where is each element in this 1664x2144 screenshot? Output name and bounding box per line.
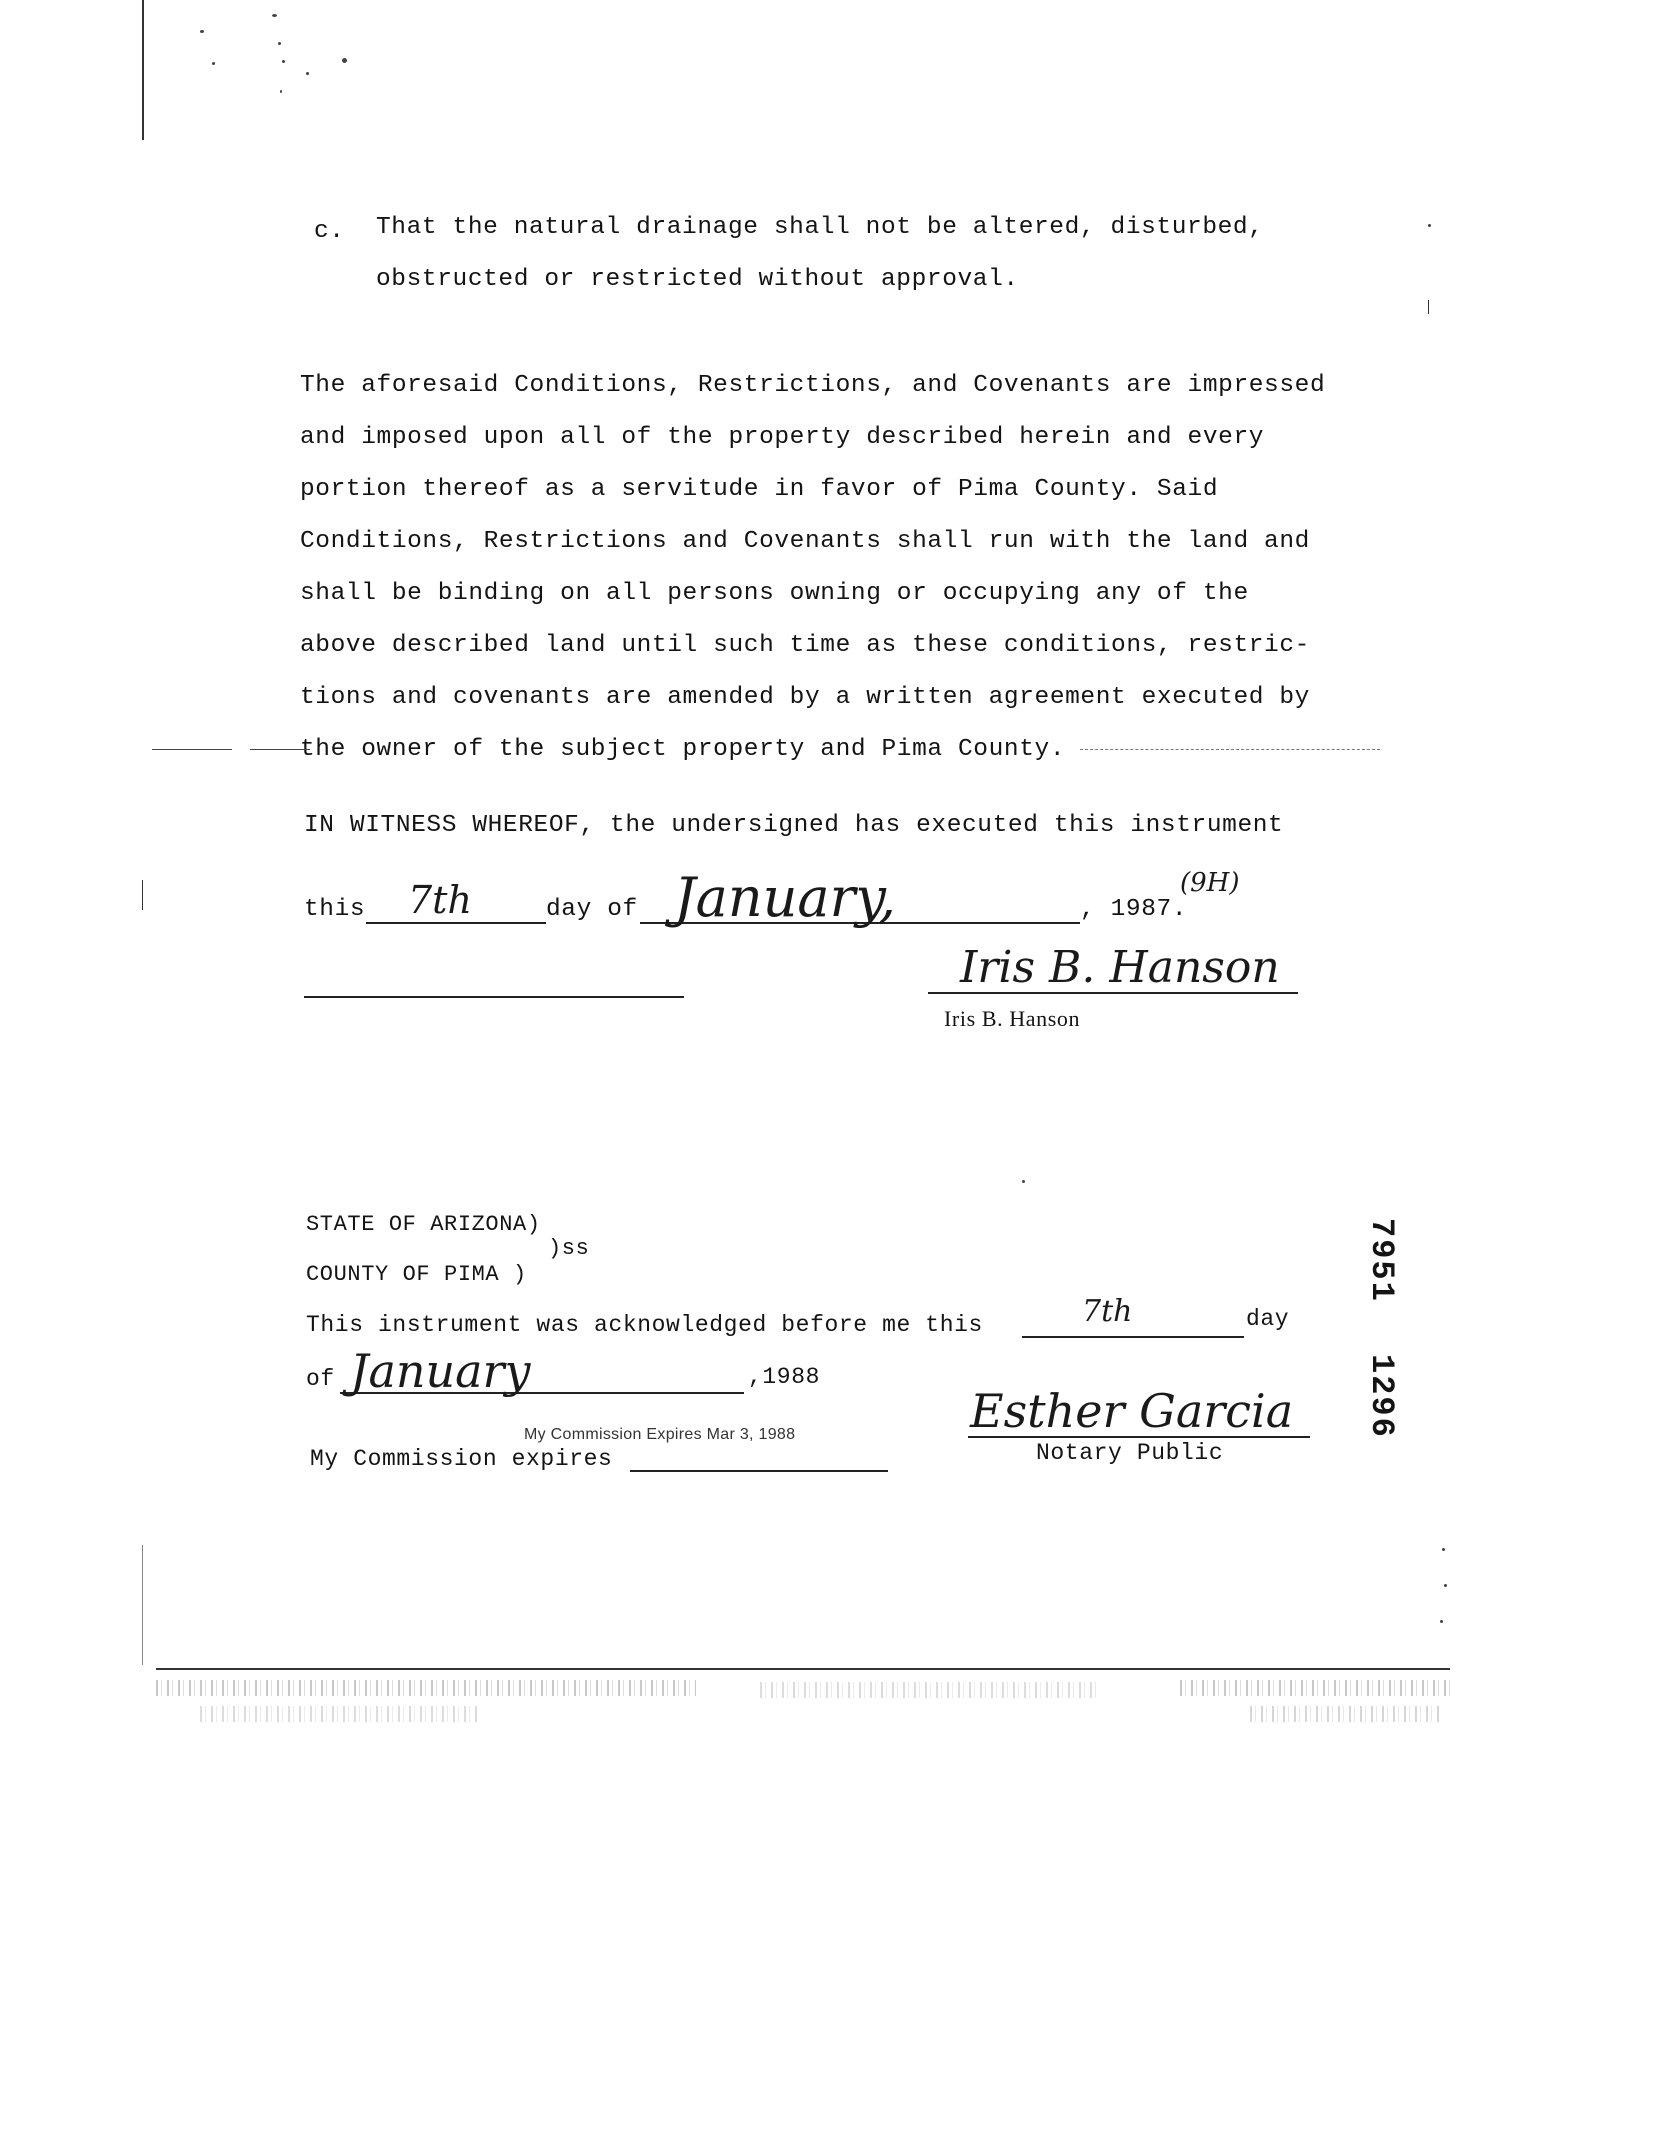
ack-day-handwritten: 7th: [1082, 1294, 1133, 1329]
scan-speck: [1442, 1548, 1445, 1551]
scan-edge-line: [142, 0, 144, 140]
scan-noise: [1250, 1706, 1440, 1722]
scan-speck: [342, 58, 347, 63]
scan-noise: [760, 1682, 1100, 1698]
day-of-label: day of: [546, 896, 638, 923]
scan-speck: [1022, 1180, 1025, 1183]
day-handwritten: 7th: [408, 878, 472, 922]
witness-line: IN WITNESS WHEREOF, the undersigned has executed this instrument: [304, 812, 1284, 839]
scan-noise: [1180, 1680, 1450, 1696]
ack-day-label: day: [1246, 1306, 1290, 1332]
scan-speck: [278, 42, 281, 45]
paragraph-line: the owner of the subject property and Pima County.: [300, 736, 1066, 763]
paragraph-line: Conditions, Restrictions and Covenants shall run with the land and: [300, 528, 1310, 555]
day-blank: [366, 922, 546, 924]
notary-signature: Esther Garcia: [970, 1384, 1294, 1438]
paragraph-line: shall be binding on all persons owning or occupying any of the: [300, 580, 1249, 607]
year-text: , 1987.: [1080, 896, 1188, 923]
paragraph-line: tions and covenants are amended by a written agreement executed by: [300, 684, 1310, 711]
clause-label: c.: [314, 218, 345, 245]
page-number: 1296: [1363, 1354, 1400, 1439]
scan-speck: [1444, 1584, 1447, 1587]
acknowledgment-text: This instrument was acknowledged before me this: [306, 1312, 983, 1338]
commission-blank: [630, 1470, 888, 1472]
signer-signature: Iris B. Hanson: [960, 942, 1280, 993]
scan-bottom-edge: [156, 1668, 1450, 1670]
ack-year-text: ,1988: [748, 1364, 821, 1390]
clause-line: That the natural drainage shall not be altered, disturbed,: [376, 214, 1264, 241]
docket-number: 7951: [1363, 1218, 1400, 1303]
witness-this-label: this: [304, 896, 366, 923]
ack-of-label: of: [306, 1366, 335, 1392]
scan-artifact-line: [152, 749, 232, 750]
signer-name: Iris B. Hanson: [944, 1006, 1081, 1031]
scan-noise: [156, 1680, 696, 1696]
paragraph-line: portion thereof as a servitude in favor of Pima County. Said: [300, 476, 1219, 503]
signature-blank-left: [304, 996, 684, 998]
scan-edge-mark: [142, 880, 143, 910]
scan-noise: [200, 1706, 480, 1722]
scan-speck: [1428, 224, 1431, 227]
ss-label: )ss: [548, 1236, 590, 1261]
commission-stamp: My Commission Expires Mar 3, 1988: [524, 1426, 796, 1443]
paragraph-line: and imposed upon all of the property described herein and every: [300, 424, 1265, 451]
scan-speck: [200, 30, 204, 33]
scan-speck: [306, 72, 309, 75]
state-label: STATE OF ARIZONA): [306, 1212, 541, 1237]
notary-title: Notary Public: [1036, 1440, 1224, 1466]
ack-day-blank: [1022, 1336, 1244, 1338]
scan-speck: [280, 90, 282, 93]
clause-line: obstructed or restricted without approval.: [376, 266, 1019, 293]
scan-speck: [282, 60, 285, 63]
scan-speck: [212, 62, 215, 65]
scan-artifact-line: [1080, 749, 1380, 750]
scan-speck: [1440, 1620, 1443, 1623]
paragraph-line: above described land until such time as these conditions, restric-: [300, 632, 1310, 659]
commission-label: My Commission expires: [310, 1446, 613, 1472]
ack-month-handwritten: January: [350, 1344, 531, 1398]
scan-edge-mark: [1428, 300, 1429, 314]
month-handwritten: January,: [674, 866, 896, 929]
paragraph-line: The aforesaid Conditions, Restrictions, and Covenants are impressed: [300, 372, 1326, 399]
county-label: COUNTY OF PIMA ): [306, 1262, 527, 1287]
scan-artifact-line: [250, 749, 310, 750]
scan-edge-mark: [142, 1545, 143, 1665]
initials-handwritten: (9H): [1180, 868, 1240, 898]
scan-speck: [272, 14, 277, 17]
